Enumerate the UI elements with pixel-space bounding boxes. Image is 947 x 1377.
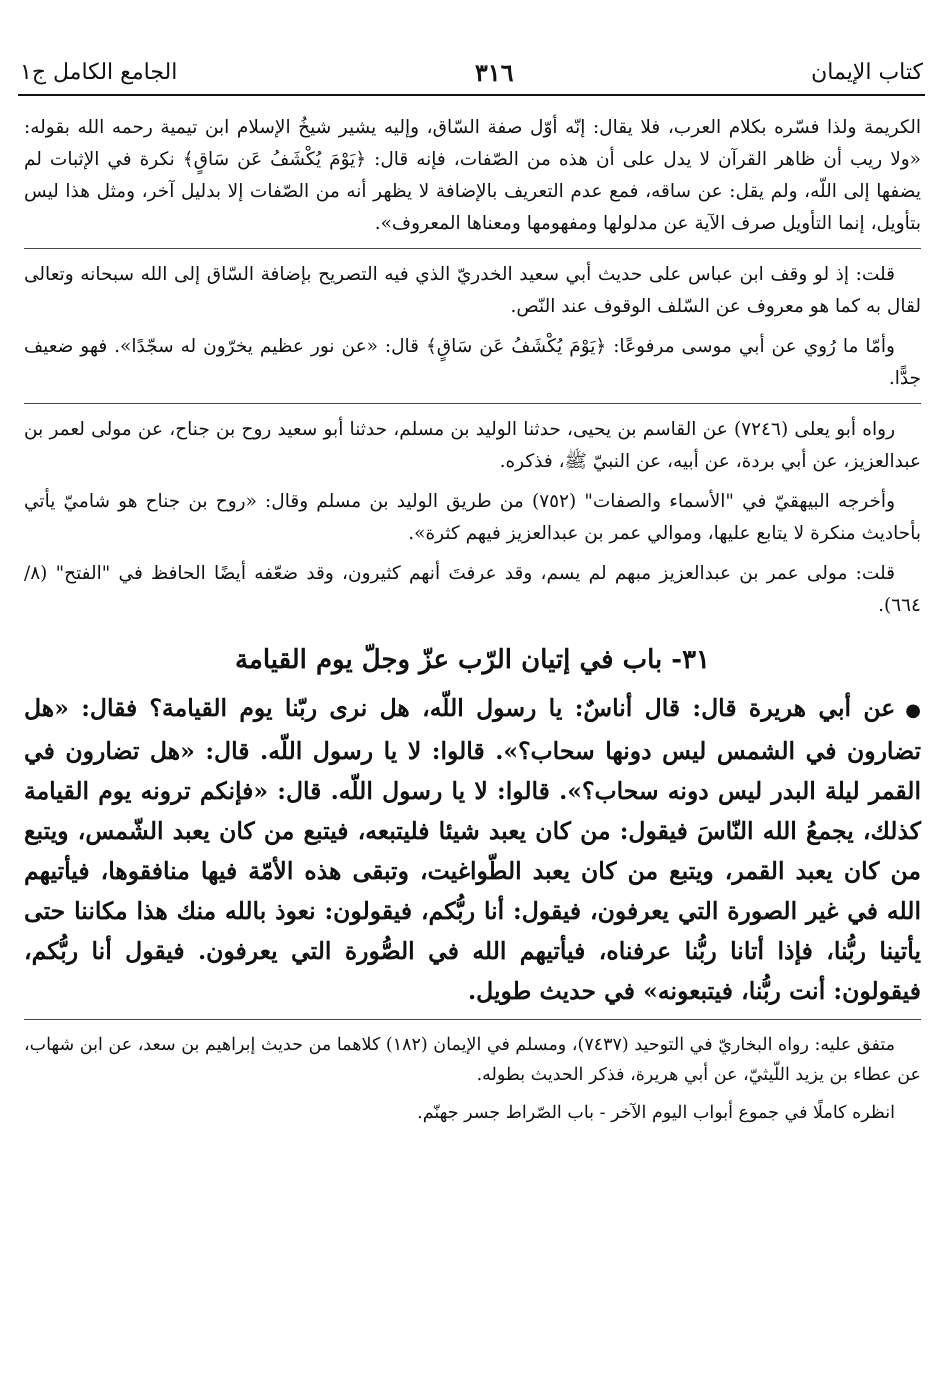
page-number: ٣١٦ — [474, 57, 514, 87]
takhrij-paragraph: متفق عليه: رواه البخاريّ في التوحيد (٧٤٣٧)، ومسلم في الإيمان (١٨٢) كلاهما من حديث إبراهيم بن سعد، عن ابن شهاب، عن عطاء بن يزيد اللّيثيّ، عن أبي هريرة، فذكر الحديث بطوله. — [24, 1035, 921, 1085]
commentary-paragraph: وأخرجه البيهقيّ في "الأسماء والصفات" (٧٥٢) من طريق الوليد بن مسلم وقال: «روح بن جناح هو شاميّ يأتي بأحاديث منكرة لا يتابع عليها، وموالي عمر بن عبدالعزيز فيهم كثرة». — [24, 491, 921, 544]
chapter-title: ٣١- باب في إتيان الرّب عزّ وجلّ يوم القيامة — [234, 645, 711, 675]
book-section-title: كتاب الإيمان — [811, 59, 923, 85]
hadith-body: عن أبي هريرة قال: قال أناسٌ: يا رسول اللّه، هل نرى ربّنا يوم القيامة؟ فقال: «هل تضارون في الشمس ليس دونها سحاب؟». قالوا: لا يا رسول اللّه. قال: «هل تضارون في القمر ليلة البدر ليس دونه سحاب؟». قالوا: لا يا رسول اللّه. قال: «فإنكم ترونه يوم القيامة كذلك، يجمعُ الله النّاسَ فيقول: من كان يعبد شيئا فليتبعه، فيتبع من كان يعبد الشّمس، ويتبع من كان يعبد القمر، ويتبع من كان يعبد الطّواغيت، وتبقى هذه الأمّة فيها منافقوها، فيأتيهم الله في غير الصورة التي يعرفون، فيقول: أنا ربُّكم، فيقولون: نعوذ بالله منك هذا مكاننا حتى يأتينا ربُّنا، فإذا أتانا ربُّنا عرفناه، فيأتيهم الله في الصُّورة التي يعرفون. فيقول أنا ربُّكم، فيقولون: أنت ربُّنا، فيتبعونه» في حديث طويل. — [24, 694, 921, 1005]
commentary-paragraph: قلت: إذ لو وقف ابن عباس على حديث أبي سعيد الخدريّ الذي فيه التصريح بإضافة السّاق إلى الله سبحانه وتعالى لقال به كما هو معروف عن السّلف الوقوف عند النّص. — [24, 264, 921, 317]
bullet-icon: ● — [905, 700, 921, 721]
hadith-text — [24, 688, 921, 1011]
section-divider — [24, 248, 921, 249]
book-volume-title: الجامع الكامل ج١ — [20, 59, 178, 85]
takhrij-paragraph: انظره كاملًا في جموع أبواب اليوم الآخر - باب الصّراط جسر جهنّم. — [417, 1103, 895, 1123]
page-header — [20, 52, 923, 92]
page-content — [24, 112, 921, 1136]
header-rule — [18, 94, 925, 96]
section-divider — [24, 1019, 921, 1020]
commentary-paragraph: الكريمة ولذا فسّره بكلام العرب، فلا يقال: إنّه أوّل صفة السّاق، وإليه يشير شيخُ الإسلام ابن تيمية رحمه الله بقوله: «ولا ريب أن ظاهر القرآن لا يدل على أن هذه من الصّفات، فإنه قال: ﴿يَوْمَ يُكْشَفُ عَن سَاقٍ﴾ نكرة في الإثبات لم يضفها إلى اللّه، ولم يقل: عن ساقه، فمع عدم التعريف بالإضافة لا يظهر أنه من الصّفات إلا بدليل آخر، ومثل هذا ليس بتأويل، إنما التأويل صرف الآية عن مدلولها ومفهومها ومعناها المعروف». — [24, 117, 921, 234]
commentary-paragraph: رواه أبو يعلى (٧٢٤٦) عن القاسم بن يحيى، حدثنا الوليد بن مسلم، حدثنا أبو سعيد روح بن جناح، عن مولى لعمر بن عبدالعزيز، عن أبي بردة، عن أبيه، عن النبيّ ﷺ، فذكره. — [24, 419, 921, 472]
commentary-paragraph: وأمّا ما رُوي عن أبي موسى مرفوعًا: ﴿يَوْمَ يُكْشَفُ عَن سَاقٍ﴾ قال: «عن نور عظيم يخرّون له سجّدًا». فهو ضعيف جدًّا. — [24, 336, 921, 389]
section-divider — [24, 403, 921, 404]
commentary-paragraph: قلت: مولى عمر بن عبدالعزيز مبهم لم يسم، وقد عرفتَ أنهم كثيرون، وقد ضعّفه أيضًا الحافظ في "الفتح" (٨/ ٦٦٤). — [24, 563, 921, 616]
